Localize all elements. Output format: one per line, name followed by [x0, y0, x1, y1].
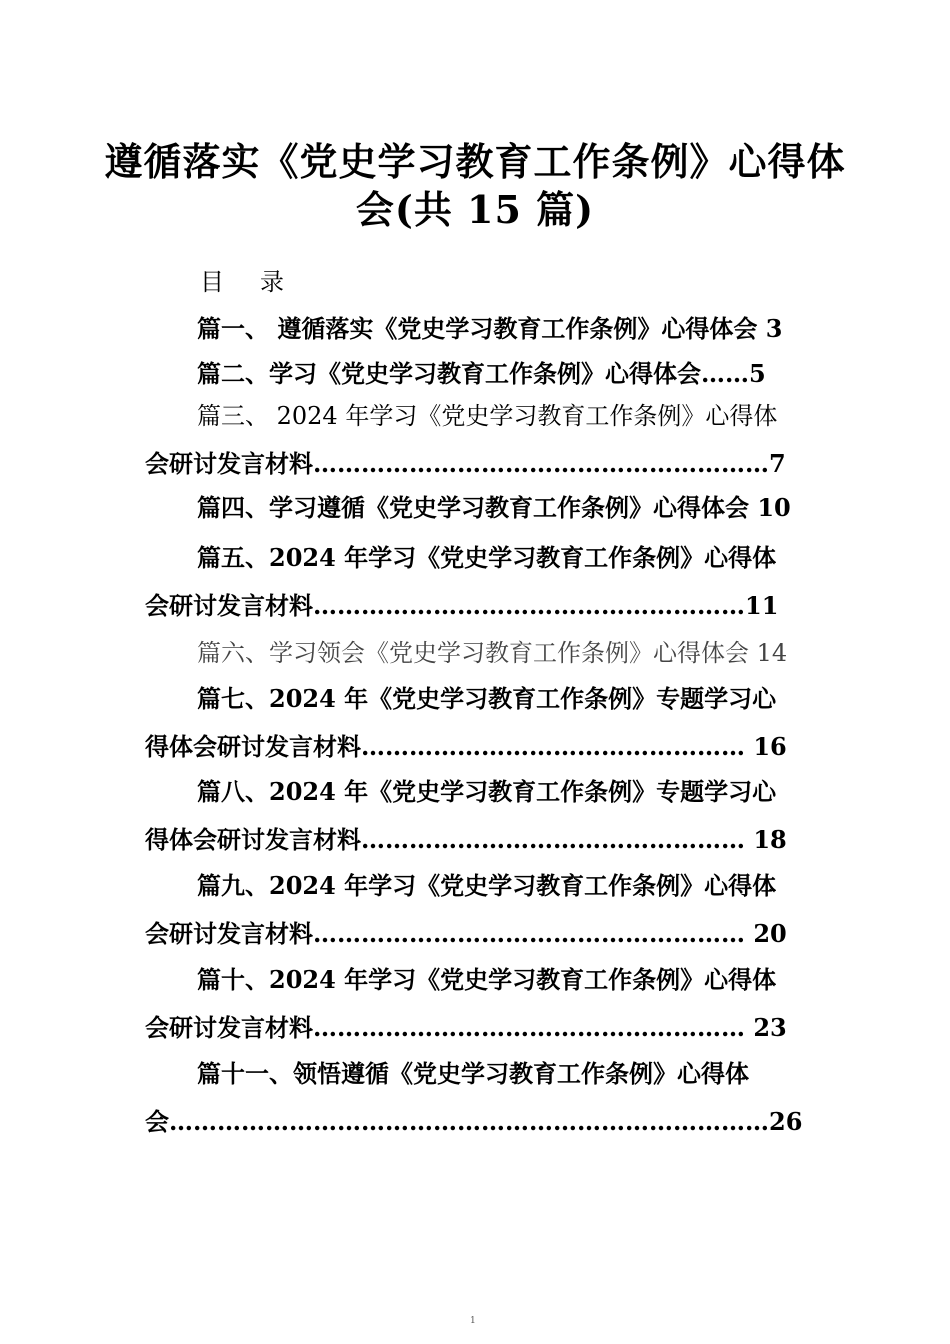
- toc-entry-10[interactable]: 篇十、2024 年学习《党史学习教育工作条例》心得体: [197, 965, 777, 994]
- toc-entry-7[interactable]: 篇七、2024 年《党史学习教育工作条例》专题学习心: [197, 684, 777, 713]
- toc-entry-9[interactable]: 篇九、2024 年学习《党史学习教育工作条例》心得体: [197, 871, 777, 900]
- toc-entry-6[interactable]: 篇六、学习领会《党史学习教育工作条例》心得体会 14: [197, 639, 788, 667]
- toc-entry-1[interactable]: 篇一、 遵循落实《党史学习教育工作条例》心得体会 3: [197, 314, 783, 343]
- toc-heading: [200, 262, 286, 297]
- toc-heading-char-1: 目: [200, 268, 226, 296]
- toc-entry-5[interactable]: 篇五、2024 年学习《党史学习教育工作条例》心得体: [197, 543, 777, 572]
- document-title-line-2: 会(共 15 篇): [355, 187, 595, 232]
- toc-entry-3[interactable]: 篇三、 2024 年学习《党史学习教育工作条例》心得体: [197, 402, 778, 430]
- page-number: 1: [470, 1316, 476, 1326]
- toc-entry-7-cont[interactable]: 得体会研讨发言材料………………………………………… 16: [145, 732, 787, 761]
- toc-entry-8[interactable]: 篇八、2024 年《党史学习教育工作条例》专题学习心: [197, 777, 777, 806]
- toc-heading-char-2: 录: [260, 268, 286, 296]
- toc-entry-9-cont[interactable]: 会研讨发言材料……………………………………………… 20: [145, 919, 787, 948]
- toc-entry-4[interactable]: 篇四、学习遵循《党史学习教育工作条例》心得体会 10: [197, 493, 791, 522]
- toc-entry-8-cont[interactable]: 得体会研讨发言材料………………………………………… 18: [145, 825, 787, 854]
- toc-entry-5-cont[interactable]: 会研讨发言材料………………………………………………11: [145, 591, 779, 620]
- toc-entry-10-cont[interactable]: 会研讨发言材料……………………………………………… 23: [145, 1013, 787, 1042]
- toc-entry-11-cont[interactable]: 会…………………………………………………………………26: [145, 1107, 803, 1136]
- toc-entry-2[interactable]: 篇二、学习《党史学习教育工作条例》心得体会……5: [197, 359, 766, 388]
- toc-entry-11[interactable]: 篇十一、领悟遵循《党史学习教育工作条例》心得体: [197, 1059, 749, 1088]
- document-title-line-1: 遵循落实《党史学习教育工作条例》心得体: [104, 139, 846, 184]
- toc-entry-3-cont[interactable]: 会研讨发言材料…………………………………………………7: [145, 449, 786, 478]
